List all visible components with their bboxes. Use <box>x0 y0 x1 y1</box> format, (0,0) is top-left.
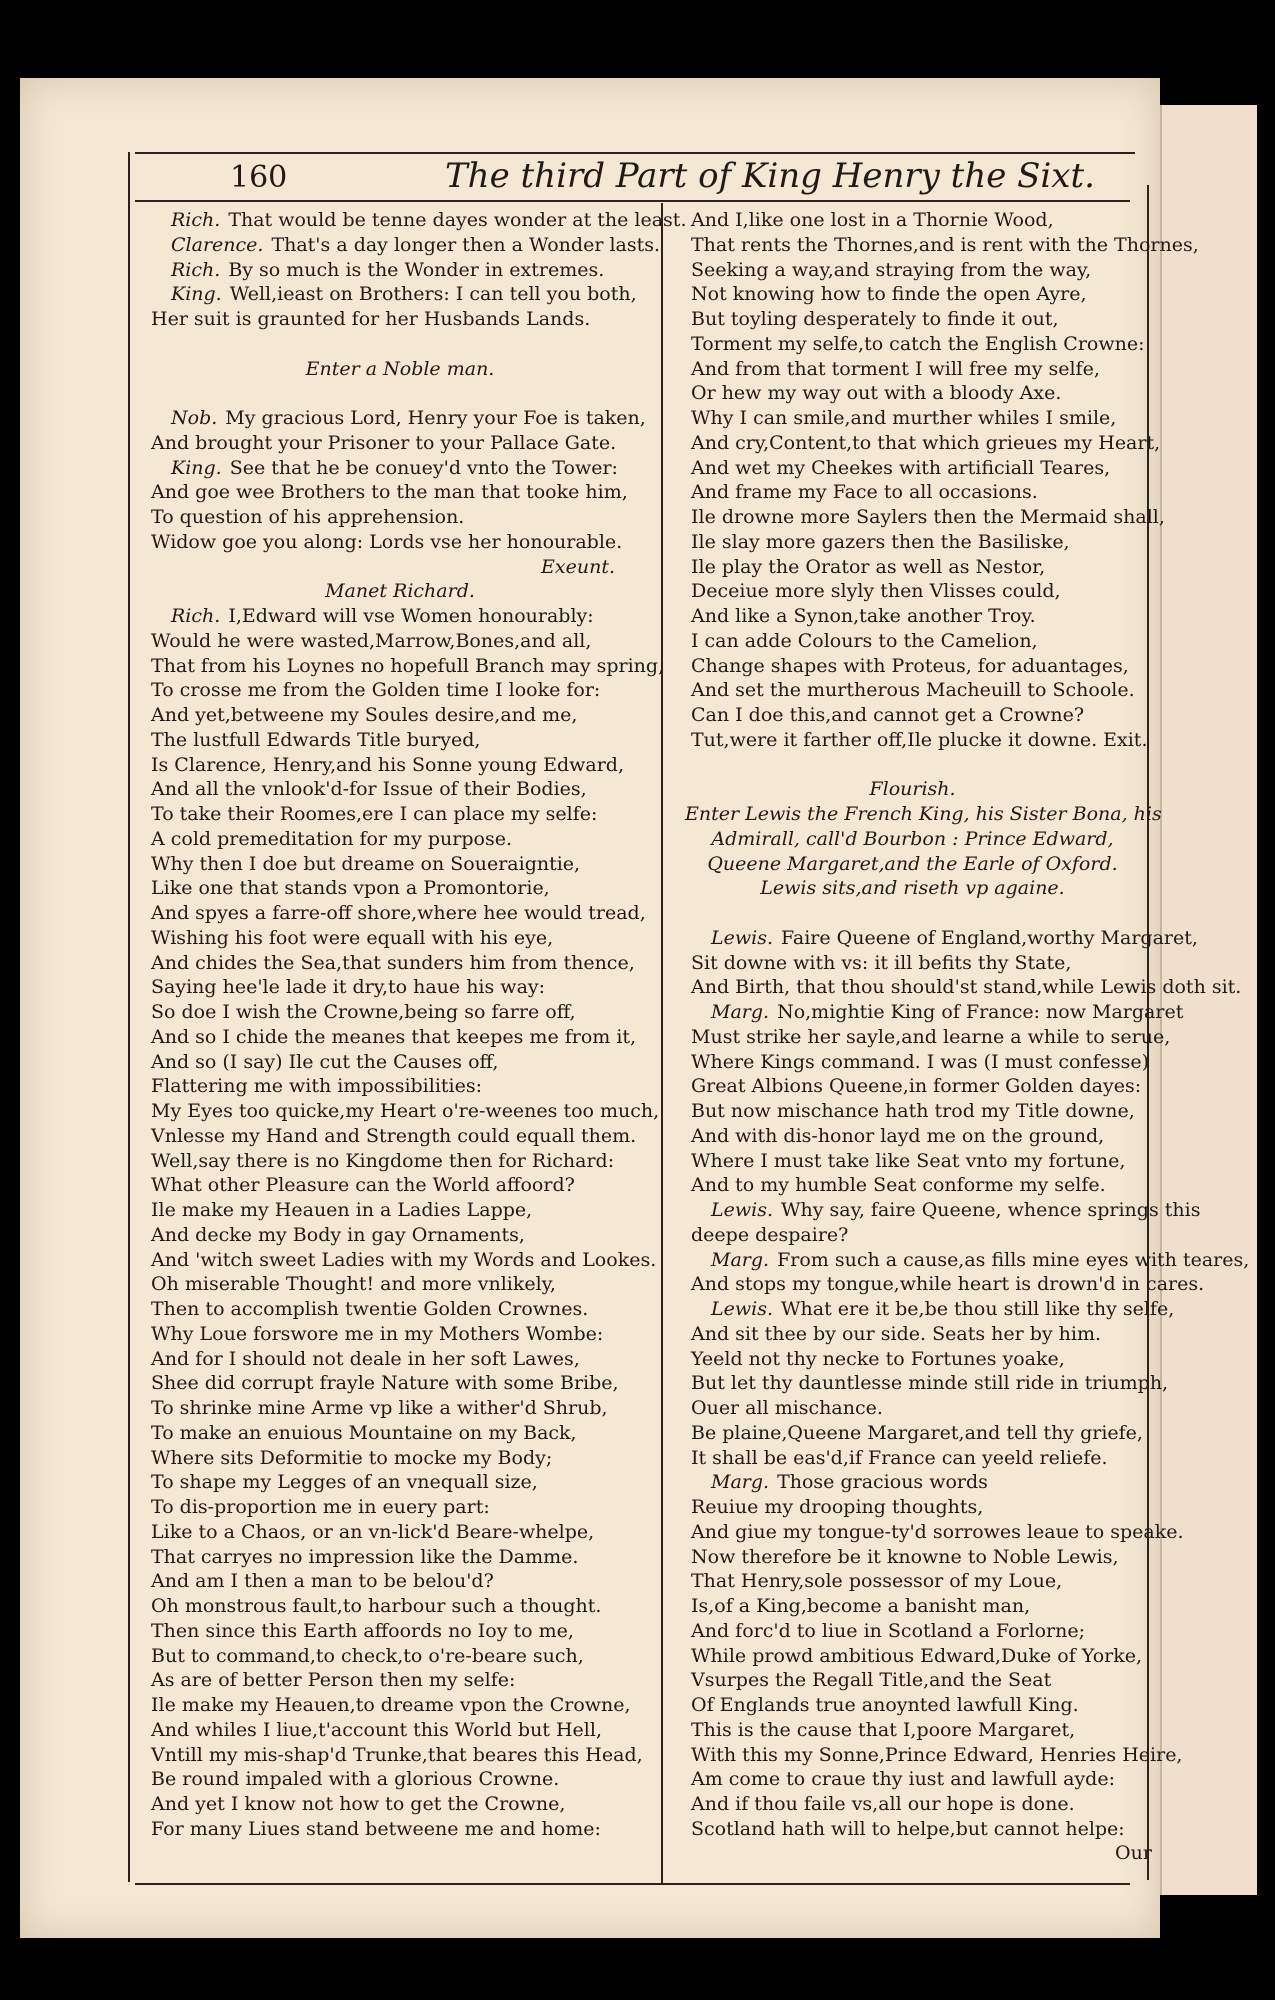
text-line <box>145 1050 655 1075</box>
text-line <box>145 1495 655 1520</box>
line-text: Wishing his foot were equall with his eye, <box>151 926 554 949</box>
speaker-name: Clarence. <box>171 233 264 256</box>
text-line <box>145 728 655 753</box>
text-line <box>145 233 661 258</box>
line-text: Why I can smile,and murther whiles I smile, <box>691 407 1117 429</box>
line-text: And forc'd to liue in Scotland a Forlorne; <box>691 1619 1086 1642</box>
text-line <box>685 357 1140 382</box>
line-text: Enter a Noble man. <box>305 357 495 380</box>
line-text: But to command,to check,to o're-beare such, <box>151 1644 584 1667</box>
text-line <box>145 703 655 728</box>
line-text: Flourish. <box>869 778 956 801</box>
line-text: And goe wee Brothers to the man that tooke him, <box>151 481 628 504</box>
text-line <box>145 1767 655 1792</box>
text-line <box>685 728 1148 753</box>
text-line <box>145 951 655 976</box>
text-line <box>145 258 655 283</box>
line-text: Like to a Chaos, or an vn-lick'd Beare-whelpe, <box>151 1520 595 1543</box>
line-text: What other Pleasure can the World affoord? <box>151 1174 575 1197</box>
line-text: From such a cause,as fills mine eyes with teares, <box>777 1248 1250 1271</box>
speaker-name: Rich. <box>171 605 221 627</box>
line-text: My gracious Lord, Henry your Foe is taken, <box>225 407 646 429</box>
spacer <box>685 753 1140 778</box>
line-text: Yeeld not thy necke to Fortunes yoake, <box>691 1347 1065 1370</box>
line-text: Flattering me with impossibilities: <box>151 1075 483 1098</box>
line-text: Deceiue more slyly then Vlisses could, <box>691 580 1061 603</box>
line-text: And giue my tongue-ty'd sorrowes leaue to speake. <box>691 1520 1184 1543</box>
text-line <box>145 629 655 654</box>
line-text: But toyling desperately to finde it out, <box>691 308 1059 330</box>
text-line <box>685 1743 1183 1768</box>
line-text: Vntill my mis-shap'd Trunke,that beares this Head, <box>151 1743 643 1766</box>
line-text: And decke my Body in gay Ornaments, <box>151 1223 525 1246</box>
line-text: Reuiue my drooping thoughts, <box>691 1496 984 1518</box>
line-text: And set the murtherous Macheuill to Schoole. <box>691 679 1135 702</box>
line-text: See that he be conuey'd vnto the Tower: <box>229 456 618 479</box>
speaker-name: King. <box>171 283 222 306</box>
running-title: The third Part of King Henry the Sixt. <box>445 156 1095 196</box>
text-line <box>145 901 655 926</box>
line-text: Be round impaled with a glorious Crowne. <box>151 1768 560 1791</box>
text-line <box>685 282 1140 307</box>
text-line <box>145 1446 655 1471</box>
stage-direction <box>685 876 1140 901</box>
stage-direction <box>145 357 655 382</box>
line-text: Scotland hath will to helpe,but cannot helpe: <box>691 1817 1125 1840</box>
line-text: Ile make my Heauen in a Ladies Lappe, <box>151 1199 533 1221</box>
line-text: To shrinke mine Arme vp like a wither'd Shrub, <box>151 1397 608 1419</box>
text-line <box>145 505 655 530</box>
text-line <box>145 802 655 827</box>
line-text: Tut,were it farther off,Ile plucke it downe. Exit. <box>691 728 1148 751</box>
text-line <box>685 1223 1140 1248</box>
line-text: And sit thee by our side. Seats her by him. <box>691 1322 1102 1345</box>
line-text: And so (I say) Ile cut the Causes off, <box>151 1050 499 1073</box>
line-text: Vnlesse my Hand and Strength could equall them. <box>151 1124 637 1147</box>
text-line <box>685 1594 1140 1619</box>
line-text: Or hew my way out with a bloody Axe. <box>691 382 1062 405</box>
text-line <box>145 1693 655 1718</box>
line-text: Can I doe this,and cannot get a Crowne? <box>691 704 1085 726</box>
text-line <box>685 1272 1205 1297</box>
text-line <box>145 1099 660 1124</box>
text-line <box>685 1000 1184 1025</box>
line-text: And if thou faile vs,all our hope is done. <box>691 1793 1075 1815</box>
page-header <box>150 156 1140 200</box>
line-text: To question of his apprehension. <box>151 506 465 528</box>
line-text: Am come to craue thy iust and lawfull ayde: <box>691 1768 1115 1791</box>
line-text: Sit downe with vs: it ill befits thy State, <box>691 951 1072 974</box>
line-text: And from that torment I will free my selfe, <box>691 357 1100 380</box>
text-line <box>685 1446 1140 1471</box>
spacer <box>685 901 1140 926</box>
line-text: I can adde Colours to the Camelion, <box>691 629 1038 652</box>
line-text: Torment my selfe,to catch the English Crowne: <box>691 332 1145 355</box>
footer-rule <box>135 1883 1130 1885</box>
text-line <box>685 1644 1143 1669</box>
text-line <box>685 1421 1143 1446</box>
text-line <box>685 1124 1140 1149</box>
line-text: Then since this Earth affoords no Ioy to me, <box>151 1619 574 1642</box>
text-line <box>685 1545 1140 1570</box>
text-line <box>145 1272 655 1297</box>
left-text-column <box>145 208 687 1842</box>
text-line <box>685 1792 1140 1817</box>
text-line <box>685 1025 1171 1050</box>
line-text: Shee did corrupt frayle Nature with some Bribe, <box>151 1372 619 1395</box>
text-line <box>145 1322 655 1347</box>
spacer <box>145 332 655 357</box>
line-text: With this my Sonne,Prince Edward, Henries Heire, <box>691 1743 1183 1766</box>
line-text: Her suit is graunted for her Husbands Lands. <box>151 308 591 330</box>
text-line <box>145 1792 655 1817</box>
line-text: Not knowing how to finde the open Ayre, <box>691 283 1087 306</box>
text-line <box>685 1074 1140 1099</box>
text-line <box>145 604 655 629</box>
text-line <box>685 1050 1150 1075</box>
speaker-name: Rich. <box>171 209 221 231</box>
text-line <box>145 208 687 233</box>
text-line <box>685 678 1140 703</box>
text-line <box>145 1000 655 1025</box>
text-line <box>685 703 1140 728</box>
line-text: Where sits Deformitie to mocke my Body; <box>151 1446 553 1469</box>
text-line <box>145 1569 655 1594</box>
line-text: To take their Roomes,ere I can place my selfe: <box>151 803 598 825</box>
stage-direction <box>685 827 1140 852</box>
text-line <box>685 1322 1140 1347</box>
text-line <box>145 852 655 877</box>
speaker-name: Marg. <box>711 1001 770 1023</box>
text-line <box>145 431 655 456</box>
speaker-name: Marg. <box>711 1471 770 1494</box>
line-text: Ile make my Heauen,to dreame vpon the Crowne, <box>151 1694 631 1716</box>
line-text: Ile slay more gazers then the Basiliske, <box>691 530 1070 553</box>
line-text: Well,ieast on Brothers: I can tell you both, <box>229 283 637 306</box>
text-line <box>145 753 655 778</box>
text-line <box>685 604 1140 629</box>
line-text: That carryes no impression like the Damme. <box>151 1545 579 1568</box>
line-text: And so I chide the meanes that keepes me from it, <box>151 1025 637 1048</box>
text-line <box>145 1371 655 1396</box>
line-text: Oh monstrous fault,to harbour such a thought. <box>151 1595 602 1617</box>
text-line <box>145 1743 655 1768</box>
text-line <box>145 1124 655 1149</box>
column-divider <box>661 203 663 1883</box>
text-line <box>145 975 655 1000</box>
text-line <box>685 1099 1140 1124</box>
text-line <box>685 1248 1250 1273</box>
text-line <box>685 332 1145 357</box>
text-line <box>685 480 1140 505</box>
text-line <box>145 1396 655 1421</box>
text-line <box>685 208 1140 233</box>
text-line <box>145 480 655 505</box>
text-line <box>685 258 1140 283</box>
line-text: That would be tenne dayes wonder at the least. <box>228 209 687 231</box>
line-text: Those gracious words <box>777 1471 988 1494</box>
text-line <box>145 678 655 703</box>
line-text: That from his Loynes no hopefull Branch may spring, <box>151 654 665 677</box>
spacer <box>145 381 655 406</box>
line-text: Enter Lewis the French King, his Sister Bona, his <box>685 803 1162 825</box>
text-line <box>145 1718 655 1743</box>
line-text: Why Loue forswore me in my Mothers Wombe: <box>151 1322 604 1345</box>
text-line <box>685 431 1161 456</box>
text-line <box>685 1198 1201 1223</box>
text-line <box>145 827 655 852</box>
text-line <box>145 1149 655 1174</box>
line-text: Must strike her sayle,and learne a while to serue, <box>691 1025 1171 1048</box>
speaker-name: Lewis. <box>711 1199 773 1221</box>
line-text: Of Englands true anoynted lawfull King. <box>691 1694 1079 1716</box>
text-line <box>685 381 1140 406</box>
line-text: To crosse me from the Golden time I looke for: <box>151 679 601 702</box>
text-line <box>145 777 655 802</box>
line-text: Queene Margaret,and the Earle of Oxford. <box>707 852 1118 875</box>
line-text: To make an enuious Mountaine on my Back, <box>151 1421 577 1444</box>
line-text: Manet Richard. <box>325 580 475 603</box>
line-text: And I,like one lost in a Thornie Wood, <box>691 209 1054 231</box>
line-text: Then to accomplish twentie Golden Crownes. <box>151 1298 589 1320</box>
text-line <box>145 1248 655 1273</box>
text-line <box>145 307 655 332</box>
line-text: No,mightie King of France: now Margaret <box>777 1001 1184 1023</box>
text-line <box>685 579 1140 604</box>
line-text: Now therefore be it knowne to Noble Lewis, <box>691 1545 1119 1568</box>
line-text: And Birth, that thou should'st stand,while Lewis doth sit. <box>691 976 1242 999</box>
line-text: And with dis-honor layd me on the ground, <box>691 1124 1105 1147</box>
line-text: Why then I doe but dreame on Soueraigntie, <box>151 852 581 875</box>
line-text: For many Liues stand betweene me and home: <box>151 1817 601 1840</box>
text-line <box>145 926 655 951</box>
line-text: And chides the Sea,that sunders him from thence, <box>151 951 635 974</box>
text-line <box>145 1173 655 1198</box>
text-line <box>685 975 1242 1000</box>
speaker-name: Rich. <box>171 258 221 281</box>
line-text: And like a Synon,take another Troy. <box>691 605 1036 627</box>
line-text: And 'witch sweet Ladies with my Words and Lookes. <box>151 1248 657 1271</box>
line-text: That Henry,sole possessor of my Loue, <box>691 1570 1063 1593</box>
stage-direction <box>145 579 655 604</box>
left-border-rule <box>128 152 130 1882</box>
line-text: That rents the Thornes,and is rent with the Thornes, <box>691 233 1199 256</box>
line-text: Is Clarence, Henry,and his Sonne young Edward, <box>151 753 624 776</box>
line-text: And wet my Cheekes with artificiall Teares, <box>691 456 1111 479</box>
text-line <box>685 1817 1140 1842</box>
line-text: Well,say there is no Kingdome then for Richard: <box>151 1149 615 1172</box>
text-line <box>145 406 655 431</box>
line-text: Ouer all mischance. <box>691 1397 883 1419</box>
line-text: But let thy dauntlesse minde still ride in triumph, <box>691 1372 1169 1395</box>
text-line <box>145 1421 655 1446</box>
line-text: Vsurpes the Regall Title,and the Seat <box>691 1669 1052 1692</box>
line-text: To shape my Legges of an vnequall size, <box>151 1471 538 1494</box>
line-text: Ile play the Orator as well as Nestor, <box>691 555 1046 578</box>
text-line <box>685 926 1198 951</box>
text-line <box>685 951 1140 976</box>
text-line <box>685 1569 1140 1594</box>
line-text: Seeking a way,and straying from the way, <box>691 258 1092 281</box>
line-text: Why say, faire Queene, whence springs this <box>781 1199 1201 1221</box>
line-text: And spyes a farre-off shore,where hee would tread, <box>151 902 646 924</box>
line-text: To dis-proportion me in euery part: <box>151 1496 490 1518</box>
stage-direction <box>685 777 1140 802</box>
text-line <box>685 1297 1175 1322</box>
facing-page-edge <box>1160 105 1257 1895</box>
line-text: Ile drowne more Saylers then the Mermaid shall, <box>691 506 1165 528</box>
line-text: Widow goe you along: Lords vse her honourable. <box>151 530 623 553</box>
text-line <box>685 456 1140 481</box>
text-line <box>145 654 665 679</box>
line-text: And yet I know not how to get the Crowne, <box>151 1793 566 1815</box>
text-line <box>145 282 655 307</box>
text-line <box>145 1545 655 1570</box>
text-line <box>685 1495 1140 1520</box>
text-line <box>145 876 655 901</box>
text-line <box>685 1149 1140 1174</box>
text-line <box>145 1074 655 1099</box>
text-line <box>145 1025 655 1050</box>
text-line <box>685 1718 1140 1743</box>
line-text: Like one that stands vpon a Promontorie, <box>151 877 550 900</box>
line-text: Admirall, call'd Bourbon : Prince Edward, <box>711 827 1114 850</box>
line-text: Is,of a King,become a banisht man, <box>691 1595 1031 1617</box>
speaker-name: Lewis. <box>711 1298 773 1320</box>
line-text: But now mischance hath trod my Title downe, <box>691 1100 1135 1122</box>
line-text: So doe I wish the Crowne,being so farre off, <box>151 1001 576 1023</box>
text-line <box>145 1520 655 1545</box>
line-text: Be plaine,Queene Margaret,and tell thy griefe, <box>691 1421 1143 1444</box>
header-top-rule <box>135 152 1135 154</box>
text-line <box>685 1619 1140 1644</box>
line-text: The lustfull Edwards Title buryed, <box>151 728 481 751</box>
line-text: And to my humble Seat conforme my selfe. <box>691 1174 1106 1197</box>
text-line <box>145 1594 655 1619</box>
speaker-name: Lewis. <box>711 926 773 949</box>
line-text: Faire Queene of England,worthy Margaret, <box>781 926 1198 949</box>
line-text: Lewis sits,and riseth vp againe. <box>760 877 1065 900</box>
line-text: And frame my Face to all occasions. <box>691 481 1038 504</box>
text-line <box>685 1470 1140 1495</box>
line-text: A cold premeditation for my purpose. <box>151 827 512 850</box>
right-text-column <box>685 208 1250 1842</box>
line-text: Exeunt. <box>541 555 615 578</box>
text-line <box>145 1817 655 1842</box>
line-text: And yet,betweene my Soules desire,and me, <box>151 704 578 726</box>
speaker-name: Marg. <box>711 1248 770 1271</box>
text-line <box>685 654 1140 679</box>
line-text: And all the vnlook'd-for Issue of their Bodies, <box>151 778 587 801</box>
line-text: Where I must take like Seat vnto my fortune, <box>691 1149 1126 1172</box>
line-text: Would he were wasted,Marrow,Bones,and all, <box>151 629 592 652</box>
text-line <box>685 1347 1140 1372</box>
text-line <box>685 629 1140 654</box>
line-text: It shall be eas'd,if France can yeeld reliefe. <box>691 1446 1108 1469</box>
line-text: Saying hee'le lade it dry,to haue his way: <box>151 976 546 999</box>
text-line <box>145 456 655 481</box>
line-text: And for I should not deale in her soft Lawes, <box>151 1347 580 1370</box>
line-text: While prowd ambitious Edward,Duke of Yorke, <box>691 1644 1143 1667</box>
line-text: Oh miserable Thought! and more vnlikely, <box>151 1273 556 1296</box>
text-line <box>145 1668 655 1693</box>
text-line <box>145 1619 655 1644</box>
line-text: Where Kings command. I was (I must confesse) <box>691 1050 1150 1073</box>
text-line <box>685 1668 1140 1693</box>
line-text: And brought your Prisoner to your Pallace Gate. <box>151 431 617 454</box>
line-text: And stops my tongue,while heart is drown'd in cares. <box>691 1273 1205 1296</box>
stage-direction <box>685 852 1140 877</box>
line-text: And whiles I liue,t'account this World but Hell, <box>151 1718 602 1741</box>
line-text: This is the cause that I,poore Margaret, <box>691 1718 1076 1741</box>
page-number: 160 <box>230 160 288 195</box>
text-line <box>685 406 1140 431</box>
text-line <box>685 505 1165 530</box>
line-text: Great Albions Queene,in former Golden dayes: <box>691 1075 1142 1098</box>
text-line <box>685 307 1140 332</box>
text-line <box>685 530 1140 555</box>
line-text: Change shapes with Proteus, for aduantages, <box>691 654 1129 677</box>
text-line <box>685 1520 1184 1545</box>
line-text: By so much is the Wonder in extremes. <box>228 258 605 281</box>
line-text: And cry,Content,to that which grieues my Heart, <box>691 431 1161 454</box>
line-text: As are of better Person then my selfe: <box>151 1669 516 1692</box>
line-text: And am I then a man to be belou'd? <box>151 1570 494 1593</box>
stage-direction <box>145 555 655 580</box>
catchword: Our <box>1115 1842 1152 1864</box>
text-line <box>145 1297 655 1322</box>
text-line <box>145 1347 655 1372</box>
line-text: What ere it be,be thou still like thy selfe, <box>781 1298 1175 1320</box>
text-line <box>685 1693 1140 1718</box>
text-line <box>685 1173 1140 1198</box>
text-line <box>145 1470 655 1495</box>
text-line <box>685 555 1140 580</box>
text-line <box>145 530 655 555</box>
line-text: That's a day longer then a Wonder lasts. <box>271 233 661 256</box>
speaker-name: Nob. <box>171 407 218 429</box>
text-line <box>685 233 1199 258</box>
line-text: deepe despaire? <box>691 1223 849 1246</box>
text-line <box>685 1396 1140 1421</box>
speaker-name: King. <box>171 456 222 479</box>
text-line <box>145 1644 655 1669</box>
stage-direction <box>685 802 1162 827</box>
text-line <box>145 1223 655 1248</box>
line-text: I,Edward will vse Women honourably: <box>228 605 594 627</box>
header-rule <box>135 200 1130 202</box>
text-line <box>685 1371 1169 1396</box>
text-line <box>685 1767 1140 1792</box>
line-text: My Eyes too quicke,my Heart o're-weenes too much, <box>151 1100 660 1122</box>
text-line <box>145 1198 655 1223</box>
